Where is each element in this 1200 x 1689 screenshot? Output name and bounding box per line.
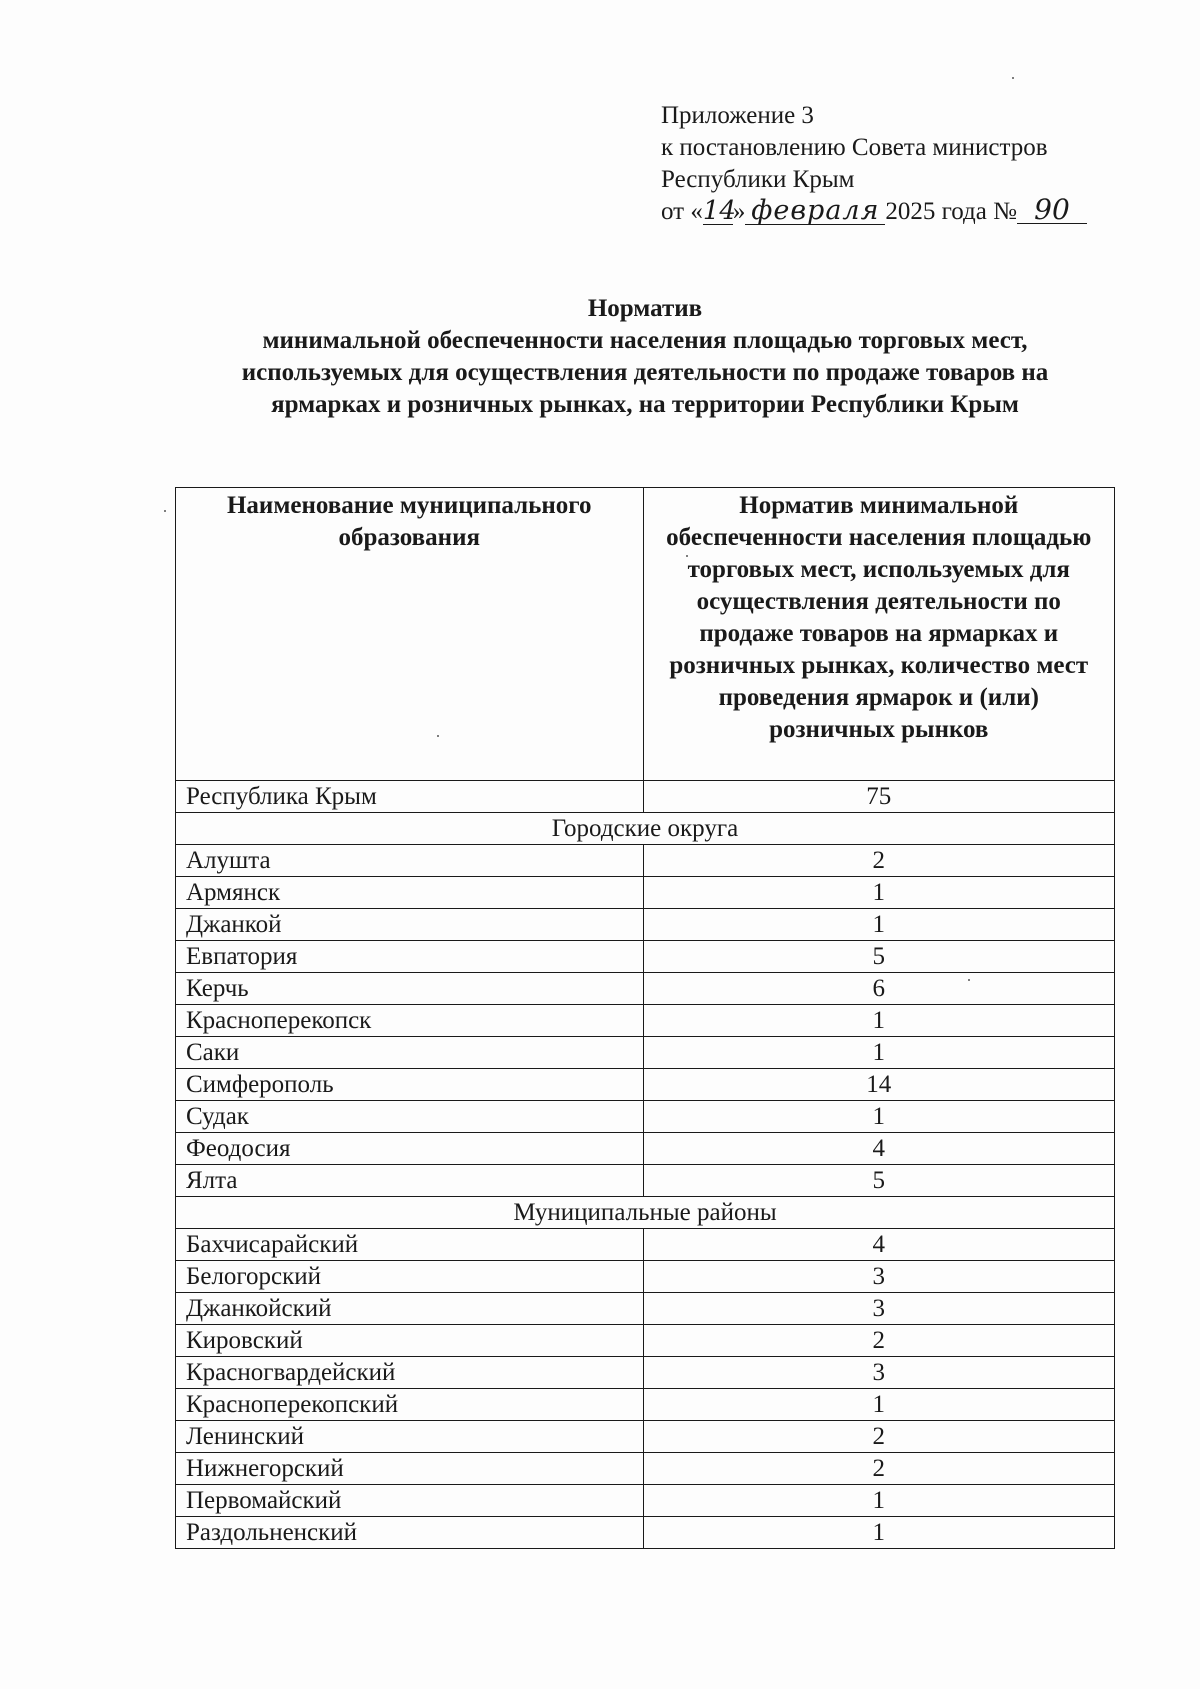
norm-table-body — [176, 488, 1115, 1549]
municipality-name: Джанкойский — [176, 1293, 644, 1325]
scan-speck — [437, 735, 439, 737]
municipality-name: Джанкой — [176, 909, 644, 941]
municipality-name: Судак — [176, 1101, 644, 1133]
total-name: Республика Крым — [176, 781, 644, 813]
attachment-line-2: к постановлению Совета министров — [661, 134, 1048, 161]
table-row — [176, 1165, 1115, 1197]
table-row — [176, 1133, 1115, 1165]
table-row — [176, 1069, 1115, 1101]
norm-value: 1 — [643, 909, 1114, 941]
table-row — [176, 909, 1115, 941]
municipality-name: Армянск — [176, 877, 644, 909]
norm-value: 3 — [643, 1261, 1114, 1293]
municipality-name: Симферополь — [176, 1069, 644, 1101]
norm-value: 5 — [643, 1165, 1114, 1197]
municipality-name: Красноперекопск — [176, 1005, 644, 1037]
norm-value: 1 — [643, 1101, 1114, 1133]
header-municipality: Наименование муниципального образования — [176, 488, 644, 781]
handwritten-day: 14 — [702, 196, 736, 226]
norm-value: 5 — [643, 941, 1114, 973]
norm-value: 4 — [643, 1133, 1114, 1165]
section-row — [176, 813, 1115, 845]
table-row — [176, 1293, 1115, 1325]
table-row — [176, 1421, 1115, 1453]
table-row — [176, 1453, 1115, 1485]
municipality-name: Раздольненский — [176, 1517, 644, 1549]
attachment-block — [661, 100, 1141, 228]
municipality-name: Ялта — [176, 1165, 644, 1197]
municipality-name: Феодосия — [176, 1133, 644, 1165]
norm-value: 1 — [643, 1517, 1114, 1549]
table-row — [176, 1389, 1115, 1421]
municipality-name: Первомайский — [176, 1485, 644, 1517]
document-title — [150, 293, 1140, 421]
table-row — [176, 1229, 1115, 1261]
attachment-line-3: Республики Крым — [661, 166, 855, 193]
municipality-name: Нижнегорский — [176, 1453, 644, 1485]
header-norm: Норматив минимальной обеспеченности населения площадью торговых мест, используемых для осуществления деятельности по продаже товаров на ярмарках и розничных рынках, количество мест проведения ярмарок и (или) розничных рынков — [643, 488, 1114, 781]
table-row — [176, 1101, 1115, 1133]
norm-value: 3 — [643, 1293, 1114, 1325]
table-row — [176, 941, 1115, 973]
norm-value: 2 — [643, 1421, 1114, 1453]
municipality-name: Красноперекопский — [176, 1389, 644, 1421]
total-value: 75 — [643, 781, 1114, 813]
municipality-name: Евпатория — [176, 941, 644, 973]
attachment-line-1: Приложение 3 — [661, 102, 814, 129]
table-row — [176, 877, 1115, 909]
municipality-name: Кировский — [176, 1325, 644, 1357]
norm-value: 2 — [643, 1325, 1114, 1357]
municipality-name: Красногвардейский — [176, 1357, 644, 1389]
scan-speck — [164, 510, 166, 512]
norm-value: 1 — [643, 1389, 1114, 1421]
table-row — [176, 973, 1115, 1005]
handwritten-month: февраля — [745, 198, 885, 225]
norm-value: 1 — [643, 877, 1114, 909]
norm-value: 4 — [643, 1229, 1114, 1261]
section-row — [176, 1197, 1115, 1229]
title-line-3: используемых для осуществления деятельности по продаже товаров на — [241, 359, 1049, 386]
norm-value: 14 — [643, 1069, 1114, 1101]
title-line-4: ярмарках и розничных рынках, на территории Республики Крым — [271, 391, 1019, 418]
title-line-1: Норматив — [587, 295, 703, 322]
municipality-name: Саки — [176, 1037, 644, 1069]
municipality-name: Керчь — [176, 973, 644, 1005]
norm-value: 6 — [643, 973, 1114, 1005]
norm-value: 1 — [643, 1037, 1114, 1069]
date-prefix: от « — [661, 198, 703, 225]
municipality-name: Бахчисарайский — [176, 1229, 644, 1261]
scan-speck — [686, 555, 688, 557]
table-row — [176, 1485, 1115, 1517]
scan-speck — [968, 979, 970, 981]
date-year: 2025 года № — [885, 198, 1017, 225]
norm-value: 3 — [643, 1357, 1114, 1389]
municipality-name: Алушта — [176, 845, 644, 877]
date-mid: » — [732, 198, 746, 225]
table-header-row — [176, 488, 1115, 781]
scan-speck — [1012, 77, 1014, 79]
norm-value: 1 — [643, 1005, 1114, 1037]
section-title: Городские округа — [176, 813, 1115, 845]
norm-table — [175, 487, 1115, 1549]
norm-value: 2 — [643, 1453, 1114, 1485]
section-title: Муниципальные районы — [176, 1197, 1115, 1229]
attachment-date-line — [661, 193, 1141, 228]
total-row — [176, 781, 1115, 813]
handwritten-number: 90 — [1017, 197, 1087, 224]
table-row — [176, 1005, 1115, 1037]
table-row — [176, 1517, 1115, 1549]
municipality-name: Ленинский — [176, 1421, 644, 1453]
norm-value: 1 — [643, 1485, 1114, 1517]
table-row — [176, 1261, 1115, 1293]
title-line-2: минимальной обеспеченности населения площадью торговых мест, — [262, 327, 1028, 354]
table-row — [176, 1325, 1115, 1357]
municipality-name: Белогорский — [176, 1261, 644, 1293]
table-row — [176, 845, 1115, 877]
table-row — [176, 1357, 1115, 1389]
norm-value: 2 — [643, 845, 1114, 877]
table-row — [176, 1037, 1115, 1069]
